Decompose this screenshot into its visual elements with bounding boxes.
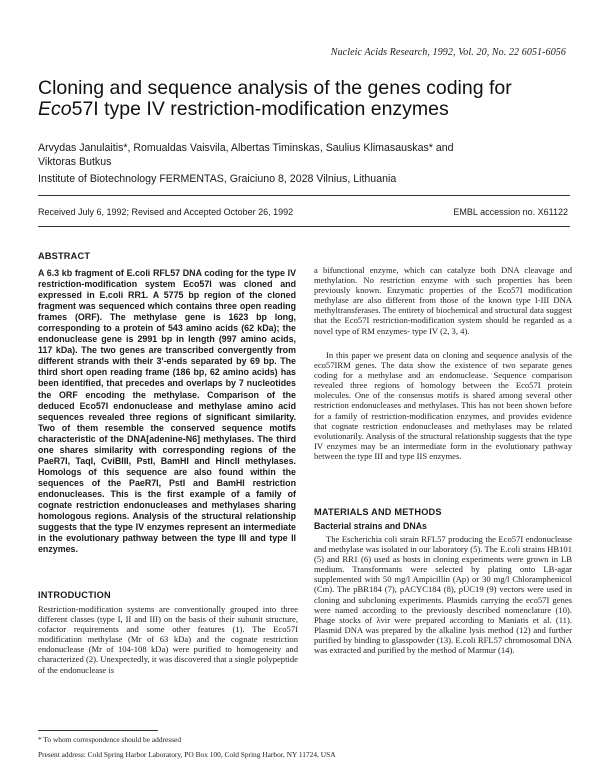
received-dates: Received July 6, 1992; Revised and Accepted October 26, 1992 — [38, 207, 294, 217]
title-rest: 57I type IV restriction-modification enzymes — [71, 98, 449, 120]
footnote-correspondence: * To whom correspondence should be addressed — [38, 735, 182, 744]
footnote-rule — [38, 730, 158, 731]
introduction-heading: INTRODUCTION — [38, 590, 111, 600]
paper-title — [38, 78, 578, 120]
paragraph-text: The Escherichia coli strain RFL57 producing the Eco57I endonuclease and methylase was isolated in our laboratory (5). The E.coli strains HB101 (5) and RR1 (6) used as hosts in cloning experiments were grown in LB medium. Transformants were selected by plating onto LB-agar supplemented with 50 mg/l Ampicillin (Ap) or 30 mg/l Chloramphenicol (Cm). The pBR184 (7), pACYC184 (8), pUC19 (9) vectors were used in cloning and subcloning experiments. Plasmids carrying the eco57I genes were named according to the previously described nomenclature (10). Phage stocks of λvir were prepared according to Maniatis et al. (11). Plasmid DNA was prepared by the alkaline lysis method (12) and further purified by binding to glasspowder (13). E.coli RFL57 chromosomal DNA was extracted and purified by the method of Marmur (14). — [314, 534, 572, 656]
strains-subheading: Bacterial strains and DNAs — [314, 521, 427, 531]
bottom-rule — [38, 226, 570, 227]
paragraph-text: A 6.3 kb fragment of E.coli RFL57 DNA coding for the type IV restriction-modification system Eco57I was cloned and expressed in E.coli RR1. A 5775 bp region of the cloned fragment was sequenced which contains three open reading frames (ORF). The methylase gene is 1623 bp long, corresponding to a protein of 543 amino acids (62 kDa); the endonuclease gene is 2991 bp in length (997 amino acids, 117 kDa). The two genes are transcribed convergently from different strands with their 3'-ends separated by 69 bp. The third short open reading frame (186 bp, 62 amino acids) has been identified, that precedes and overlaps by 7 nucleotides the ORF encoding the methylase. Comparison of the deduced Eco57I endonuclease and methylase amino acid sequences revealed three regions of significant similarity. Two of them resemble the conserved sequence motifs characteristic of the DNA[adenine-N6] methylases. The third one shares similarity with corresponding regions of the PaeR7I, TaqI, CviBIII, PstI, BamHI and HincII methylases. Homologs of this sequence are also found within the sequences of the PaeR7I, PstI and BamHI restriction endonucleases. This is the first example of a family of cognate restriction endonucleases and methylases sharing homologous regions. Analysis of the structural relationship suggests that the type IV enzymes represent an intermediate in the evolutionary pathway between the type III and type II enzymes. — [38, 268, 296, 555]
methods-heading: MATERIALS AND METHODS — [314, 507, 442, 517]
paragraph-text: In this paper we present data on cloning and sequence analysis of the eco57IRM genes. The data show the existence of two separate genes coding for a methylase and an endonuclease. Sequence comparison revealed three regions of homology between the Eco57I protein molecules. One of the consensus motifs is shared among several other restriction endonucleases and methylases. This has not been shown before for a family of restriction-modification enzymes, and provides evidence that cognate restriction endonucleases and methylases may be related evolutionarily. Analysis of the structural relationship suggests that the type IV enzymes may be an intermediate form in the evolutionary pathway between the type III and type IIS enzymes. — [314, 350, 572, 461]
authors-line-2: Viktoras Butkus — [38, 156, 112, 168]
abstract-heading: ABSTRACT — [38, 251, 91, 261]
introduction-body — [38, 604, 298, 675]
intro-continued — [314, 265, 572, 336]
title-line-1: Cloning and sequence analysis of the genes coding for — [38, 77, 512, 99]
title-line-2 — [38, 99, 578, 120]
abstract-body — [38, 268, 296, 555]
footnote-present-address: Present address: Cold Spring Harbor Laboratory, PO Box 100, Cold Spring Harbor, NY 11724, USA — [38, 750, 336, 759]
authors — [38, 141, 558, 169]
affiliation: Institute of Biotechnology FERMENTAS, Graiciuno 8, 2028 Vilnius, Lithuania — [38, 173, 397, 185]
intro-paragraph-2 — [314, 350, 572, 461]
top-rule — [38, 195, 570, 196]
embl-accession: EMBL accession no. X61122 — [453, 207, 568, 217]
authors-line-1: Arvydas Janulaitis*, Romualdas Vaisvila, Albertas Timinskas, Saulius Klimasauskas* and — [38, 142, 454, 154]
title-eco: Eco — [38, 98, 72, 120]
paragraph-text: a bifunctional enzyme, which can catalyze both DNA cleavage and methylation. No restriction enzyme with such properties has been previously known. Enzymatic properties of the Eco57I modification methylase are also different from those of the known type I-III DNA methyltransferases. The entirety of biochemical and structural data suggest that the Eco57I restriction-modification system should be regarded as a novel type of RM enzymes- type IV (2, 3, 4). — [314, 265, 572, 336]
paragraph-text: Restriction-modification systems are conventionally grouped into three different classes (type I, II and III) on the basis of their subunit structure, cofactor requirements and some other features (1). The Eco57I modification methylase (Mr of 63 kDa) and the cognate restriction endonuclease (Mr of 104-108 kDa) were purified to homogeneity and characterized (2). Unexpectedly, it was discovered that a single polypeptide of the endonuclease is — [38, 604, 298, 675]
methods-body — [314, 534, 572, 655]
journal-reference: Nucleic Acids Research, 1992, Vol. 20, No. 22 6051-6056 — [330, 47, 566, 58]
